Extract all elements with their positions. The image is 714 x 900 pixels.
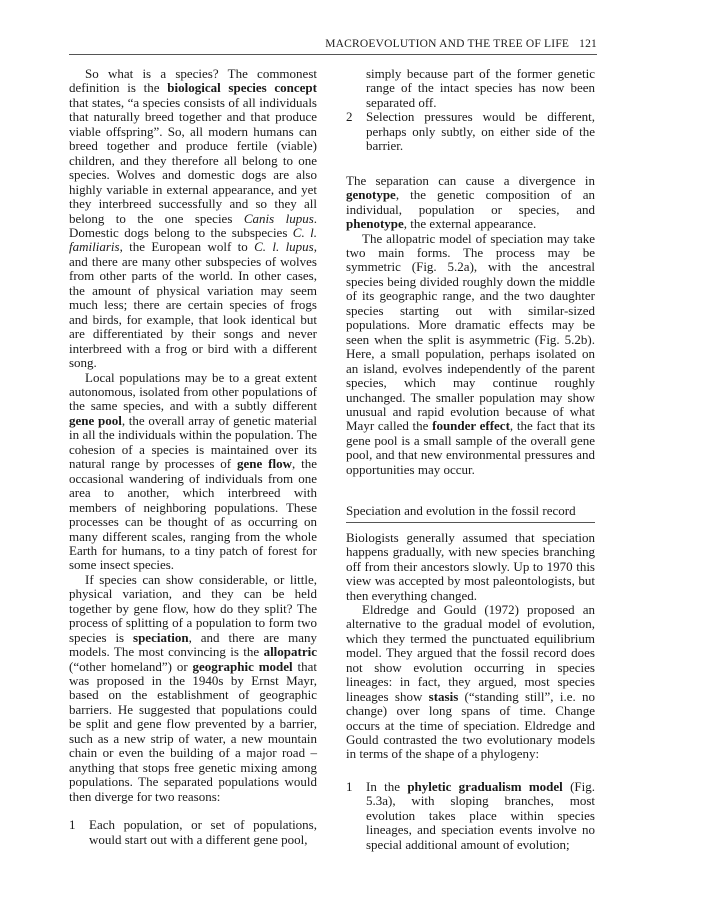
term-allopatric: allopatric	[263, 644, 317, 660]
paragraph-punctuated-equilibrium: Eldredge and Gould (1972) proposed an alternative to the gradual model of evolution, which they termed the punctuated equilibrium model. They argued that the fossil record does not show evolution occurring in species lineages: in fact, they argued, most species lineages show stasis (“standing still”, i.e. no change) over long spans of time. Change occurs at the time of speciation. Eldredge and Gould contrasted the two evolutionary models in terms of the shape of a phylogeny:	[346, 601, 596, 762]
term-speciation: speciation	[133, 629, 189, 645]
paragraph-speciation: If species can show considerable, or little, physical variation, and they can be held together by gene flow, how do they split? The process of splitting of a population to form two species is speciation, and there are many models. The most convincing is the allopatric (“other homeland”) or geographic model that was proposed in the 1940s by Ernst Mayr, based on the establishment of geographic barriers. He suggested that populations could be split and gene flow prevented by a barrier, such as a new strip of water, a new mountain chain or even the building of a major road – anything that stops free genetic mixing among populations. The separated populations would then diverge for two reasons:	[69, 571, 317, 804]
paragraph-allopatric-forms: The allopatric model of speciation may take two main forms. The process may be symmetric (Fig. 5.2a), with the ancestral species being divided roughly down the middle of its geographic range, and the two daughter species starting out with similar-sized populations. More dramatic effects may be seen when the split is asymmetric (Fig. 5.2b). Here, a small population, perhaps isolated on an island, evolves independently of the parent species, which may continue roughly unchanged. The smaller population may show unusual and rapid evolution because of what Mayr called the founder effect, the fact that its gene pool is a small sample of the overall gene pool, and that new environmental pressures and opportunities may occur.	[346, 230, 596, 477]
term-geographic-model: geographic model	[192, 658, 293, 674]
list-number: 2	[346, 109, 353, 125]
term-biological-species-concept: biological species concept	[167, 80, 317, 96]
page-number: 121	[579, 38, 597, 50]
running-header	[69, 38, 597, 55]
left-column	[69, 67, 317, 847]
list-number: 1	[69, 817, 76, 833]
list-item-reason-2: 2 Selection pressures would be different, perhaps only subtly, on either side of the barrier.	[346, 109, 595, 154]
list-number: 1	[346, 778, 353, 794]
list-item-phyletic-gradualism: 1 In the phyletic gradualism model (Fig. 5.3a), with sloping branches, most evolution takes place within species lineages, and speciation events involve no special additional amount of evolution;	[346, 778, 596, 852]
taxon-c-l-lupus: C. l. lupus	[254, 239, 314, 255]
paragraph-local-populations: Local populations may be to a great extent autonomous, isolated from other populations of the same species, and with a subtly different gene pool, the overall array of genetic material in all the individuals within the population. The cohesion of a species is maintained over its natural range by processes of gene flow, the occasional wandering of individuals from one area to another, which interbreed with members of neighboring populations. These processes can be thought of as occurring on many different scales, ranging from the whole Earth for humans, to a tiny patch of forest for some insect species.	[69, 369, 317, 573]
term-stasis: stasis	[428, 688, 459, 704]
term-gene-flow: gene flow	[237, 456, 292, 472]
taxon-canis-lupus: Canis lupus	[243, 210, 314, 226]
term-genotype: genotype	[346, 187, 396, 203]
list-item-reason-1: 1 Each population, or set of populations, would start out with a different gene pool,	[69, 817, 317, 847]
term-founder-effect: founder effect	[432, 418, 510, 434]
right-column	[346, 67, 595, 852]
term-phenotype: phenotype	[346, 216, 404, 232]
list-item-reason-1-continued: simply because part of the former genetic range of the intact species has now been separated off.	[366, 66, 595, 110]
term-gene-pool: gene pool	[69, 412, 122, 428]
section-heading: Speciation and evolution in the fossil record	[346, 504, 595, 522]
paragraph-divergence: The separation can cause a divergence in genotype, the genetic composition of an individual, population or species, and phenotype, the external appearance.	[346, 172, 595, 232]
term-phyletic-gradualism-model: phyletic gradualism model	[407, 778, 563, 794]
paragraph-gradual-view: Biologists generally assumed that speciation happens gradually, with new species branching off from their ancestors slowly. Up to 1970 this view was accepted by most paleontologists, but then everything changed.	[346, 529, 595, 603]
paragraph-species-definition: So what is a species? The commonest definition is the biological species concept that states, “a species consists of all individuals that naturally breed together and that produce viable offspring”. So, all modern humans can breed together and produce fertile (viable) children, and they therefore all belong to one species. Wolves and domestic dogs are also highly variable in external appearance, and yet they interbreed successfully and so they all belong to the one species Canis lupus. Domestic dogs belong to the subspecies C. l. familiaris, the European wolf to C. l. lupus, and there are many other subspecies of wolves from other parts of the world. In other cases, the amount of physical variation may seem much less; there are certain species of frogs and birds, for example, that look identical but are differentiated by their songs and never interbreed with a frog or bird with a different song.	[69, 66, 317, 371]
running-title: MACROEVOLUTION AND THE TREE OF LIFE	[325, 38, 570, 50]
taxon-c-l-familiaris: C. l. familiaris	[69, 224, 317, 255]
